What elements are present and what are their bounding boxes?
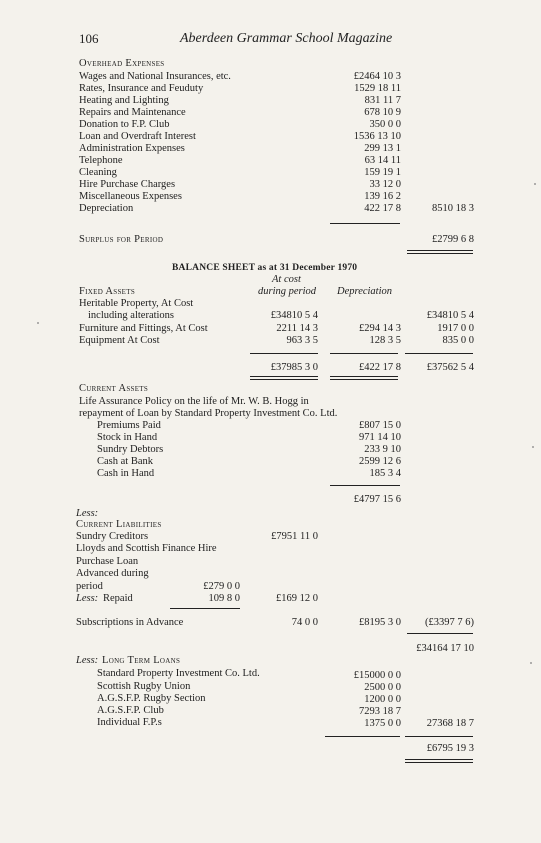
list-item: Scottish Rugby Union xyxy=(97,681,191,692)
list-item: Wages and National Insurances, etc. xyxy=(79,71,231,82)
liabilities-heading: Current Liabilities xyxy=(76,519,162,530)
advanced-label: Advanced during xyxy=(76,568,149,579)
divider xyxy=(407,633,473,634)
amount: 1536 13 10 xyxy=(353,131,401,142)
amount: 33 12 0 xyxy=(369,179,401,190)
amount: £2464 10 3 xyxy=(353,71,401,82)
amount: 1529 18 11 xyxy=(354,83,401,94)
list-item: A.G.S.F.P. Club xyxy=(97,705,164,716)
equipment-net: 835 0 0 xyxy=(442,335,474,346)
subscriptions-amount: 74 0 0 xyxy=(291,617,318,628)
lloyds-label: Lloyds and Scottish Finance Hire xyxy=(76,543,217,554)
less-label: Less: xyxy=(76,508,99,519)
list-item: Repairs and Maintenance xyxy=(79,107,186,118)
liabilities-total: £8195 3 0 xyxy=(359,617,401,628)
surplus-label: Surplus for Period xyxy=(79,234,164,245)
speck xyxy=(530,662,532,664)
double-rule xyxy=(405,759,473,763)
less-repaid-label: Less: xyxy=(76,593,99,604)
heritable-label-2: including alterations xyxy=(88,310,175,321)
list-item: Loan and Overdraft Interest xyxy=(79,131,196,142)
list-item: Stock in Hand xyxy=(97,432,158,443)
list-item: Cleaning xyxy=(79,167,117,178)
list-item: Standard Property Investment Co. Ltd. xyxy=(97,668,260,679)
long-term-heading: Long Term Loans xyxy=(102,655,181,666)
double-rule xyxy=(250,376,318,380)
divider xyxy=(170,608,240,609)
amount: 422 17 8 xyxy=(364,203,401,214)
current-assets-heading: Current Assets xyxy=(79,383,149,394)
heritable-net: £34810 5 4 xyxy=(426,310,474,321)
furniture-label: Furniture and Fittings, At Cost xyxy=(79,323,208,334)
long-term-total: 27368 18 7 xyxy=(426,718,474,729)
list-item: Rates, Insurance and Feuduty xyxy=(79,83,204,94)
list-item: Donation to F.P. Club xyxy=(79,119,170,130)
subtotal: £34164 17 10 xyxy=(416,643,474,654)
divider xyxy=(330,223,400,224)
furniture-cost: 2211 14 3 xyxy=(276,323,318,334)
amount: 185 3 4 xyxy=(369,468,401,479)
list-item: Depreciation xyxy=(79,203,134,214)
fixed-total-cost: £37985 3 0 xyxy=(270,362,318,373)
amount: 139 16 2 xyxy=(364,191,401,202)
amount: 1375 0 0 xyxy=(364,718,401,729)
heritable-cost: £34810 5 4 xyxy=(270,310,318,321)
policy-line-2: repayment of Loan by Standard Property Investment Co. Ltd. xyxy=(79,408,338,419)
amount: £15000 0 0 xyxy=(353,670,401,681)
magazine-title: Aberdeen Grammar School Magazine xyxy=(180,31,393,46)
equipment-label: Equipment At Cost xyxy=(79,335,160,346)
repaid-label: Repaid xyxy=(103,593,133,604)
less-label-2: Less: xyxy=(76,655,99,666)
amount: 971 14 10 xyxy=(359,432,401,443)
furniture-dep: £294 14 3 xyxy=(359,323,401,334)
final-total: £6795 19 3 xyxy=(426,743,474,754)
amount: 63 14 11 xyxy=(364,155,401,166)
liabilities-net: (£3397 7 6) xyxy=(425,617,474,628)
fixed-total-dep: £422 17 8 xyxy=(359,362,401,373)
sundry-amount: £7951 11 0 xyxy=(271,531,318,542)
page-number: 106 xyxy=(79,31,99,46)
net-loan-amount: £169 12 0 xyxy=(276,593,318,604)
list-item: Premiums Paid xyxy=(97,420,161,431)
list-item: Hire Purchase Charges xyxy=(79,179,176,190)
period-amount: £279 0 0 xyxy=(203,581,240,592)
speck xyxy=(534,183,536,185)
policy-line-1: Life Assurance Policy on the life of Mr. W. B. Hogg in xyxy=(79,396,309,407)
list-item: Cash at Bank xyxy=(97,456,153,467)
divider xyxy=(330,353,398,354)
amount: 233 9 10 xyxy=(364,444,401,455)
heritable-label: Heritable Property, At Cost xyxy=(79,298,194,309)
speck xyxy=(532,446,534,448)
furniture-net: 1917 0 0 xyxy=(437,323,474,334)
repaid-amount: 109 8 0 xyxy=(208,593,240,604)
list-item: Sundry Debtors xyxy=(97,444,164,455)
overhead-heading: Overhead Expenses xyxy=(79,58,165,69)
amount: 2500 0 0 xyxy=(364,682,401,693)
amount: 299 13 1 xyxy=(364,143,401,154)
list-item: Miscellaneous Expenses xyxy=(79,191,182,202)
col-during-period: during period xyxy=(258,286,317,297)
list-item: A.G.S.F.P. Rugby Section xyxy=(97,693,206,704)
list-item: Individual F.P.s xyxy=(97,717,162,728)
sundry-creditors: Sundry Creditors xyxy=(76,531,149,542)
divider xyxy=(325,736,400,737)
overhead-total: 8510 18 3 xyxy=(432,203,474,214)
equipment-cost: 963 3 5 xyxy=(286,335,318,346)
fixed-total-net: £37562 5 4 xyxy=(426,362,474,373)
divider xyxy=(250,353,318,354)
period-label: period xyxy=(76,581,103,592)
amount: 1200 0 0 xyxy=(364,694,401,705)
amount: 159 19 1 xyxy=(364,167,401,178)
amount: 831 11 7 xyxy=(364,95,401,106)
amount: 678 10 9 xyxy=(364,107,401,118)
col-depreciation: Depreciation xyxy=(337,286,393,297)
purchase-label: Purchase Loan xyxy=(76,556,139,567)
list-item: Cash in Hand xyxy=(97,468,155,479)
divider xyxy=(405,736,473,737)
list-item: Administration Expenses xyxy=(79,143,185,154)
current-assets-total: £4797 15 6 xyxy=(353,494,401,505)
speck xyxy=(37,322,39,324)
surplus-amount: £2799 6 8 xyxy=(432,234,474,245)
divider xyxy=(405,353,473,354)
double-rule xyxy=(407,250,473,254)
list-item: Heating and Lighting xyxy=(79,95,169,106)
amount: 2599 12 6 xyxy=(359,456,401,467)
amount: 7293 18 7 xyxy=(359,706,401,717)
fixed-assets-heading: Fixed Assets xyxy=(79,286,136,297)
list-item: Telephone xyxy=(79,155,123,166)
amount: £807 15 0 xyxy=(359,420,401,431)
divider xyxy=(330,485,400,486)
equipment-dep: 128 3 5 xyxy=(369,335,401,346)
amount: 350 0 0 xyxy=(369,119,401,130)
col-at-cost: At cost xyxy=(272,274,301,285)
balance-title: BALANCE SHEET as at 31 December 1970 xyxy=(172,263,358,273)
double-rule xyxy=(330,376,398,380)
subscriptions-label: Subscriptions in Advance xyxy=(76,617,184,628)
